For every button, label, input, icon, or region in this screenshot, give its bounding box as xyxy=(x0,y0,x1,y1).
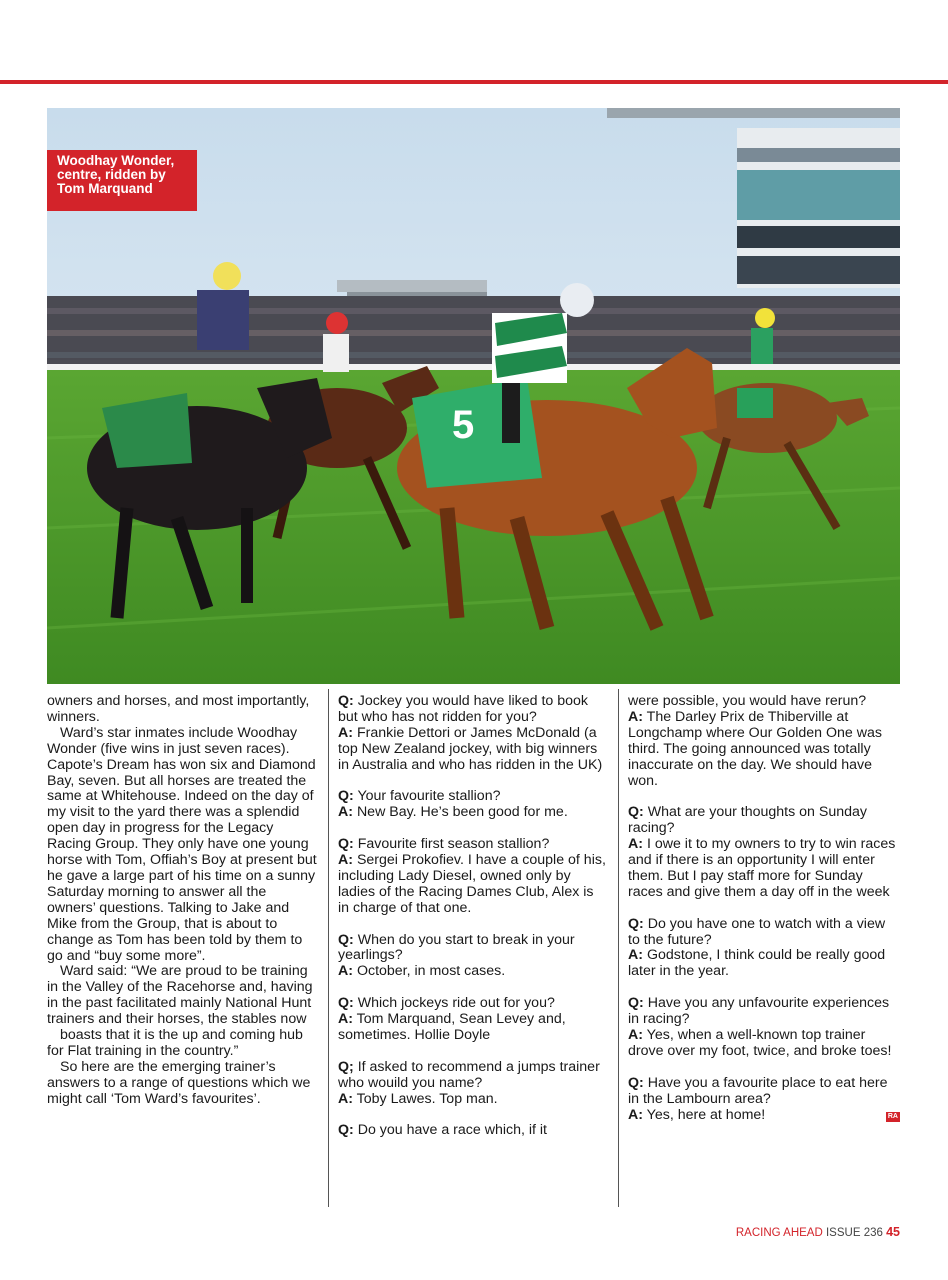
question-text: Have you a favourite place to eat here in the Lambourn area? xyxy=(628,1074,888,1107)
answer-text: Frankie Dettori or James McDonald (a top New Zealand jockey, with big winners in Australia and who has ridden in the UK) xyxy=(338,724,603,773)
question-label: Q: xyxy=(628,804,644,821)
answer-text: Yes, here at home! xyxy=(646,1106,766,1123)
answer-label: A: xyxy=(338,1011,353,1028)
question-label: Q: xyxy=(628,1074,644,1091)
answer-text: I owe it to my owners to try to win races and if there is an opportunity I will enter them. But I pay staff more for Sunday races and give them a day off in the week xyxy=(628,836,896,900)
question-text: Which jockeys ride out for you? xyxy=(357,995,555,1012)
photo-caption xyxy=(47,150,197,211)
qa-item xyxy=(628,805,900,900)
qa-item xyxy=(338,1060,608,1108)
qa-item xyxy=(338,837,608,917)
question-label: Q; xyxy=(338,1058,354,1075)
page-number: 45 xyxy=(886,1225,900,1239)
question-text: Have you any unfavourite experiences in racing? xyxy=(628,995,890,1028)
answer-text: Toby Lawes. Top man. xyxy=(356,1090,498,1107)
caption-line: Tom Marquand xyxy=(57,181,153,196)
caption-line: Woodhay Wonder, xyxy=(57,153,175,168)
answer-text: Tom Marquand, Sean Levey and, sometimes. Hollie Doyle xyxy=(338,1011,566,1043)
question-text: Do you have a race which, if it xyxy=(357,1122,547,1139)
question-text: Your favourite stallion? xyxy=(357,788,501,805)
end-mark-badge: RA xyxy=(887,1112,898,1120)
paragraph: So here are the emerging trainer’s answers to a range of questions which we might call ‘Tom Ward’s favourites’. xyxy=(47,1058,311,1107)
question-label: Q: xyxy=(338,836,354,853)
saddlecloth-number: 5 xyxy=(452,403,475,447)
article-column-3 xyxy=(628,694,900,1123)
answer-label: A: xyxy=(628,708,643,725)
qa-item xyxy=(338,1123,608,1139)
column-divider xyxy=(328,689,329,1207)
answer-text: October, in most cases. xyxy=(356,963,506,980)
question-text: were possible, you would have rerun? xyxy=(628,693,867,709)
answer-label: A: xyxy=(628,836,643,853)
top-red-rule xyxy=(0,80,948,84)
answer-label: A: xyxy=(628,1026,643,1043)
qa-item xyxy=(628,917,900,981)
column-divider xyxy=(618,689,619,1207)
page-footer xyxy=(736,1225,900,1239)
magazine-name: RACING AHEAD xyxy=(735,1227,823,1239)
qa-item xyxy=(628,996,900,1060)
qa-item xyxy=(338,789,608,821)
qa-item xyxy=(338,933,608,981)
answer-text: Sergei Prokofiev. I have a couple of his, including Lady Diesel, owned only by ladies of the Racing Dames Club, Alex is in charge of that one. xyxy=(338,852,606,916)
question-label: Q: xyxy=(338,931,354,948)
article-column-1 xyxy=(47,694,317,1108)
answer-text: Yes, when a well-known top trainer drove over my foot, twice, and broke toes! xyxy=(628,1026,892,1059)
question-label: Q: xyxy=(628,915,644,932)
paragraph: Ward said: “We are proud to be training in the Valley of the Racehorse and, having in the past facilitated mainly National Hunt trainers and their horses, the stables now xyxy=(47,963,313,1028)
answer-label: A: xyxy=(338,963,353,980)
answer-text: The Darley Prix de Thiberville at Longchamp where Our Golden One was third. The going announced was totally inaccurate on the day. We should have won. xyxy=(628,708,882,789)
answer-label: A: xyxy=(628,1106,643,1123)
answer-label: A: xyxy=(338,1090,353,1107)
question-label: Q: xyxy=(338,1122,354,1139)
paragraph: owners and horses, and most importantly, winners. xyxy=(47,693,310,725)
qa-item xyxy=(628,694,900,789)
qa-item xyxy=(628,1076,900,1124)
paragraph: boasts that it is the up and coming hub for Flat training in the country.” xyxy=(47,1027,303,1059)
qa-item xyxy=(338,694,608,774)
question-label: Q: xyxy=(338,788,354,805)
issue-number: ISSUE 236 xyxy=(825,1227,883,1239)
qa-item xyxy=(338,996,608,1044)
answer-label: A: xyxy=(338,852,353,869)
question-text: If asked to recommend a jumps trainer who wouild you name? xyxy=(338,1058,600,1091)
question-text: Do you have one to watch with a view to the future? xyxy=(628,915,886,948)
answer-label: A: xyxy=(628,947,643,964)
article-column-2 xyxy=(338,694,608,1139)
question-label: Q: xyxy=(338,995,354,1012)
question-text: Jockey you would have liked to book but who has not ridden for you? xyxy=(338,693,589,725)
answer-text: New Bay. He’s been good for me. xyxy=(356,804,568,821)
caption-line: centre, ridden by xyxy=(57,167,166,182)
answer-label: A: xyxy=(338,804,353,821)
paragraph: Ward’s star inmates include Woodhay Wonder (five wins in just seven races). Capote’s Dream has won six and Diamond Bay, seven. But all horses are treated the same at Whitehouse. Indeed on the day of my visit to the yard there was a splendid open day in progress for the Legacy Racing Group. They only have one young horse with Tom, Offiah’s Boy at present but he gave a large part of his time on a sunny Saturday morning to answer all the owners’ questions. Talking to Jake and Mike from the Group, that is about to change as Tom has been told by them to go and “buy some more”. xyxy=(47,724,317,964)
question-text: When do you start to break in your yearlings? xyxy=(338,931,575,964)
question-label: Q: xyxy=(338,693,354,709)
question-label: Q: xyxy=(628,995,644,1012)
answer-text: Godstone, I think could be really good later in the year. xyxy=(628,947,886,980)
answer-label: A: xyxy=(338,724,353,741)
question-text: What are your thoughts on Sunday racing? xyxy=(628,804,867,837)
question-text: Favourite first season stallion? xyxy=(357,836,550,853)
